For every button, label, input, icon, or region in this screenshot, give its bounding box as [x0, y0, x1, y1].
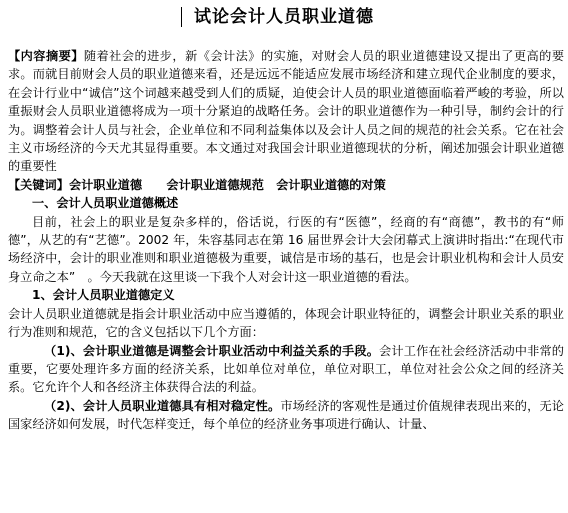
keywords-line	[8, 176, 564, 194]
point1-text: 会计工作在社会经济活动中非常的重要，它要处理许多方面的经济关系，比如单位对单位，单位对职工，单位对社会公众之间的经济关系。它允许个人和各经济主体获得合法的利益。	[8, 343, 564, 395]
keywords-label: 【关键词】	[8, 177, 69, 192]
abstract-paragraph	[8, 47, 564, 176]
page-title: 试论会计人员职业道德	[194, 7, 374, 27]
point1-paragraph	[8, 342, 564, 397]
abstract-label: 【内容摘要】	[8, 49, 84, 63]
point2-text: 市场经济的客观性是通过价值规律表现出来的，无论国家经济如何发展，时代怎样变迁，每个单位的经济业务事项进行确认、计量、	[8, 398, 564, 432]
abstract-text: 随着社会的进步，新《会计法》的实施，对财会人员的职业道德建设又提出了更高的要求。而就目前财会人员的职业道德来看，还是远远不能适应发展市场经济和建立现代企业制度的要求，在会计行业中“诚信”这个词越来越受到人们的质疑，迫使会计人员的职业道德面临着严峻的考验，所以重振财会人员职业道德将成为一项十分紧迫的战略任务。会计的职业道德作为一种引导，制约会计的行为。调整着会计人员与社会，企业单位和不同利益集体以及会计人员之间的规范的社会关系。它在社会主义市场经济的今天尤其显得重要。本文通过对我国会计职业道德现状的分析，阐述加强会计职业道德的重要性	[8, 49, 565, 174]
document-body	[8, 47, 564, 434]
point2-paragraph	[8, 397, 564, 434]
text-cursor	[181, 7, 182, 27]
point1-heading: （1)、会计职业道德是调整会计职业活动中利益关系的手段。	[44, 343, 380, 358]
subsection1-paragraph: 会计人员职业道德就是指会计职业活动中应当遵循的，体现会计职业特征的，调整会计职业关系的职业行为准则和规范，它的含义包括以下几个方面：	[8, 306, 564, 340]
section1-heading: 一、会计人员职业道德概述	[32, 196, 179, 211]
point2-heading: （2)、会计人员职业道德具有相对稳定性。	[44, 398, 281, 413]
subsection1-heading: 1、会计人员职业道德定义	[32, 288, 175, 303]
keywords-items: 会计职业道德 会计职业道德规范 会计职业道德的对策	[68, 177, 386, 192]
section1-paragraph: 目前，社会上的职业是复杂多样的，俗话说，行医的有“医德”，经商的有“商德”，教书的有“师德”，从艺的有“艺德”。2002 年，朱容基同志在第 16 届世界会计大会闭幕式上演讲时指出:“在现代市场经济中，会计的职业准则和职业道德极为重要，诚信是市场的基石，也是会计职业机构和会计人员安身立命之本” 。今天我就在这里谈一下我个人对会计这一职业道德的看法。	[8, 214, 564, 284]
